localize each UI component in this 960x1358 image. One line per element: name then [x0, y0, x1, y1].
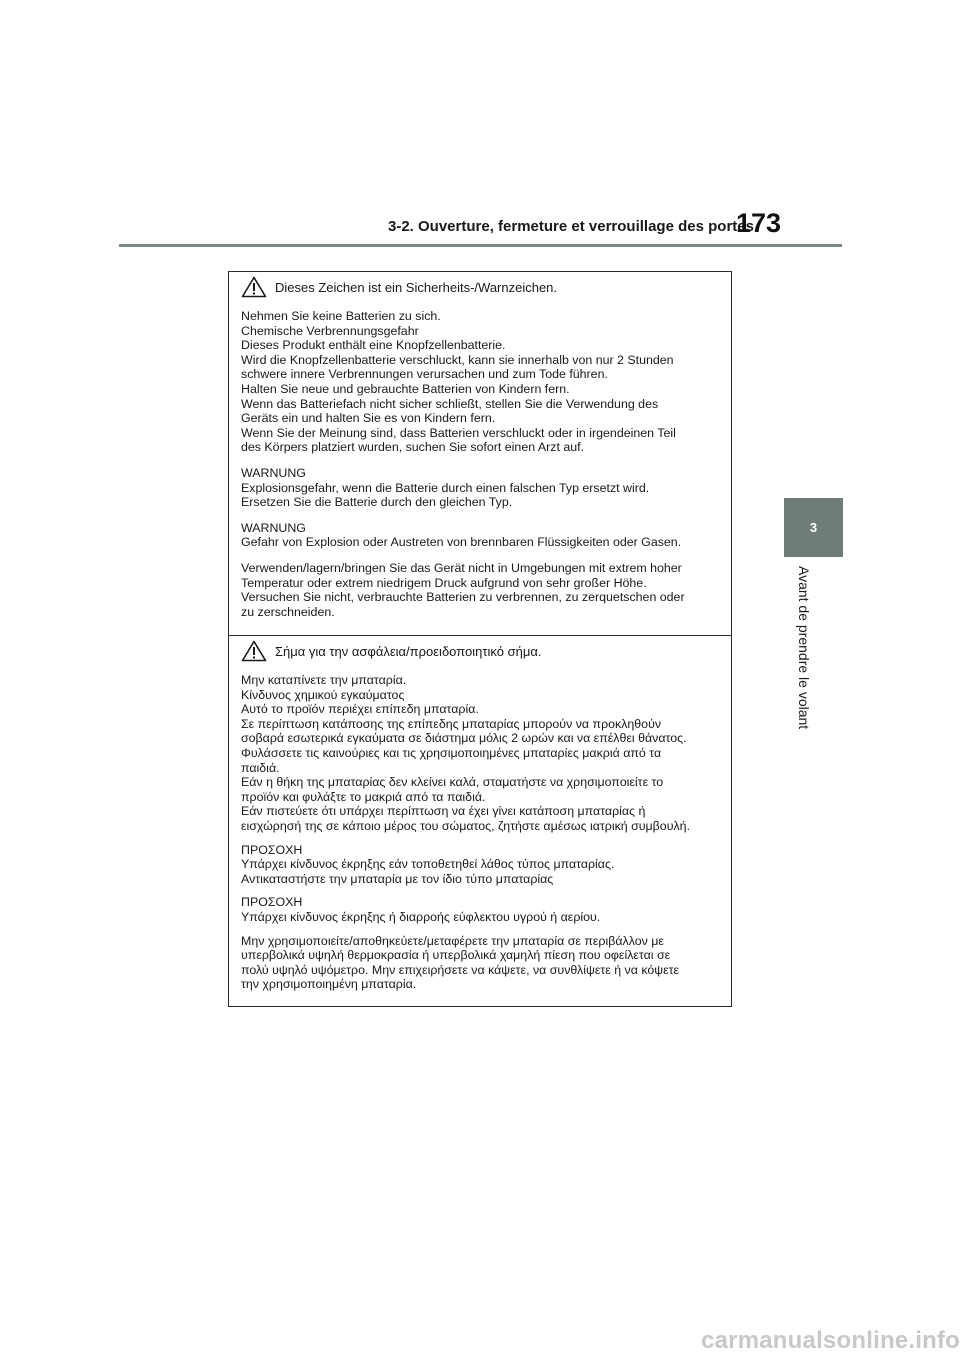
warning-triangle-icon — [241, 276, 267, 298]
paragraph — [241, 561, 719, 619]
text-line: des Körpers platziert wurden, suchen Sie sofort einen Arzt auf. — [241, 440, 584, 455]
warning-label: ΠΡΟΣΟΧΗ — [241, 842, 303, 857]
text-line: υπερβολικά υψηλή θερμοκρασία ή υπερβολικά χαμηλή πίεση που οφείλεται σε — [241, 948, 671, 963]
paragraph — [241, 895, 719, 924]
heading-row — [241, 276, 719, 298]
warning-label: ΠΡΟΣΟΧΗ — [241, 895, 303, 910]
text-line: Gefahr von Explosion oder Austreten von brennbaren Flüssigkeiten oder Gasen. — [241, 535, 682, 550]
text-line: Μην καταπίνετε την μπαταρία. — [241, 673, 407, 687]
warning-label: WARNUNG — [241, 465, 306, 480]
text-line: schwere innere Verbrennungen verursachen und zum Tode führen. — [241, 367, 608, 382]
heading-row — [241, 640, 719, 662]
paragraph — [241, 466, 719, 510]
text-line: προϊόν και φυλάξτε το μακριά από τα παιδιά. — [241, 789, 486, 804]
battery-warning-notice — [228, 271, 732, 1007]
text-line: Υπάρχει κίνδυνος έκρηξης εάν τοποθετηθεί λάθος τύπος μπαταρίας. — [241, 857, 615, 872]
paragraph — [241, 521, 719, 550]
text-line: Dieses Produkt enthält eine Knopfzellenbatterie. — [241, 338, 506, 353]
text-line: την χρησιμοποιημένη μπαταρία. — [241, 977, 417, 992]
chapter-number: 3 — [809, 520, 818, 535]
text-line: Nehmen Sie keine Batterien zu sich. — [241, 309, 441, 323]
chapter-side-label: Avant de prendre le volant — [796, 566, 812, 730]
text-line: Verwenden/lagern/bringen Sie das Gerät nicht in Umgebungen mit extrem hoher — [241, 560, 682, 575]
page-number: 173 — [736, 208, 782, 238]
notice-german — [229, 272, 731, 635]
watermark-text: carmanualsonline.info — [701, 1327, 960, 1354]
header-rule — [119, 244, 842, 247]
paragraph — [241, 934, 719, 992]
warning-label: WARNUNG — [241, 520, 306, 535]
text-line: zu zerschneiden. — [241, 604, 335, 619]
text-line: Αυτό το προϊόν περιέχει επίπεδη μπαταρία. — [241, 702, 479, 717]
text-line: Εάν η θήκη της μπαταρίας δεν κλείνει καλά, σταματήστε να χρησιμοποιείτε το — [241, 775, 664, 790]
notice-heading: Σήμα για την ασφάλεια/προειδοποιητικό σήμα. — [275, 644, 542, 659]
text-line: Versuchen Sie nicht, verbrauchte Batterien zu verbrennen, zu zerquetschen oder — [241, 590, 685, 605]
text-line: Temperatur oder extrem niedrigem Druck aufgrund von sehr großer Höhe. — [241, 575, 647, 590]
warning-triangle-icon — [241, 640, 267, 662]
text-line: Σε περίπτωση κατάποσης της επίπεδης μπαταρίας μπορούν να προκληθούν — [241, 716, 662, 731]
text-line: Αντικαταστήστε την μπαταρία με τον ίδιο τύπο μπαταρίας — [241, 871, 554, 886]
paragraph — [241, 673, 719, 834]
text-line: Εάν πιστεύετε ότι υπάρχει περίπτωση να έχει γίνει κατάποση μπαταρίας ή — [241, 804, 646, 819]
text-line: Ersetzen Sie die Batterie durch den gleichen Typ. — [241, 495, 513, 510]
text-line: Φυλάσσετε τις καινούριες και τις χρησιμοποιημένες μπαταρίες μακριά από τα — [241, 745, 662, 760]
text-line: Geräts ein und halten Sie es von Kindern fern. — [241, 411, 496, 426]
notice-heading: Dieses Zeichen ist ein Sicherheits-/Warnzeichen. — [275, 280, 558, 295]
text-line: Μην χρησιμοποιείτε/αποθηκεύετε/μεταφέρετε την μπαταρία σε περιβάλλον με — [241, 933, 664, 948]
notice-greek — [229, 635, 731, 1006]
text-line: σοβαρά εσωτερικά εγκαύματα σε διάστημα μόλις 2 ωρών και να επέλθει θάνατος. — [241, 731, 687, 746]
text-line: εισχώρησή της σε κάποιο μέρος του σώματος, ζητήστε αμέσως ιατρική συμβουλή. — [241, 818, 691, 833]
text-line: Wird die Knopfzellenbatterie verschluckt, kann sie innerhalb von nur 2 Stunden — [241, 352, 674, 367]
chapter-tab[interactable] — [784, 498, 843, 557]
text-line: Wenn das Batteriefach nicht sicher schließt, stellen Sie die Verwendung des — [241, 396, 659, 411]
text-line: Halten Sie neue und gebrauchte Batterien von Kindern fern. — [241, 381, 570, 396]
text-line: Wenn Sie der Meinung sind, dass Batterien verschluckt oder in irgendeinen Teil — [241, 425, 676, 440]
text-line: Υπάρχει κίνδυνος έκρηξης ή διαρροής εύφλεκτου υγρού ή αερίου. — [241, 909, 601, 924]
text-line: πολύ υψηλό υψόμετρο. Μην επιχειρήσετε να κάψετε, να συνθλίψετε ή να κόψετε — [241, 962, 680, 977]
text-line: παιδιά. — [241, 760, 280, 775]
paragraph — [241, 843, 719, 887]
paragraph — [241, 309, 719, 455]
text-line: Explosionsgefahr, wenn die Batterie durch einen falschen Typ ersetzt wird. — [241, 480, 650, 495]
section-title: 3-2. Ouverture, fermeture et verrouillage des portes — [388, 218, 754, 235]
text-line: Chemische Verbrennungsgefahr — [241, 323, 419, 338]
text-line: Κίνδυνος χημικού εγκαύματος — [241, 687, 405, 702]
